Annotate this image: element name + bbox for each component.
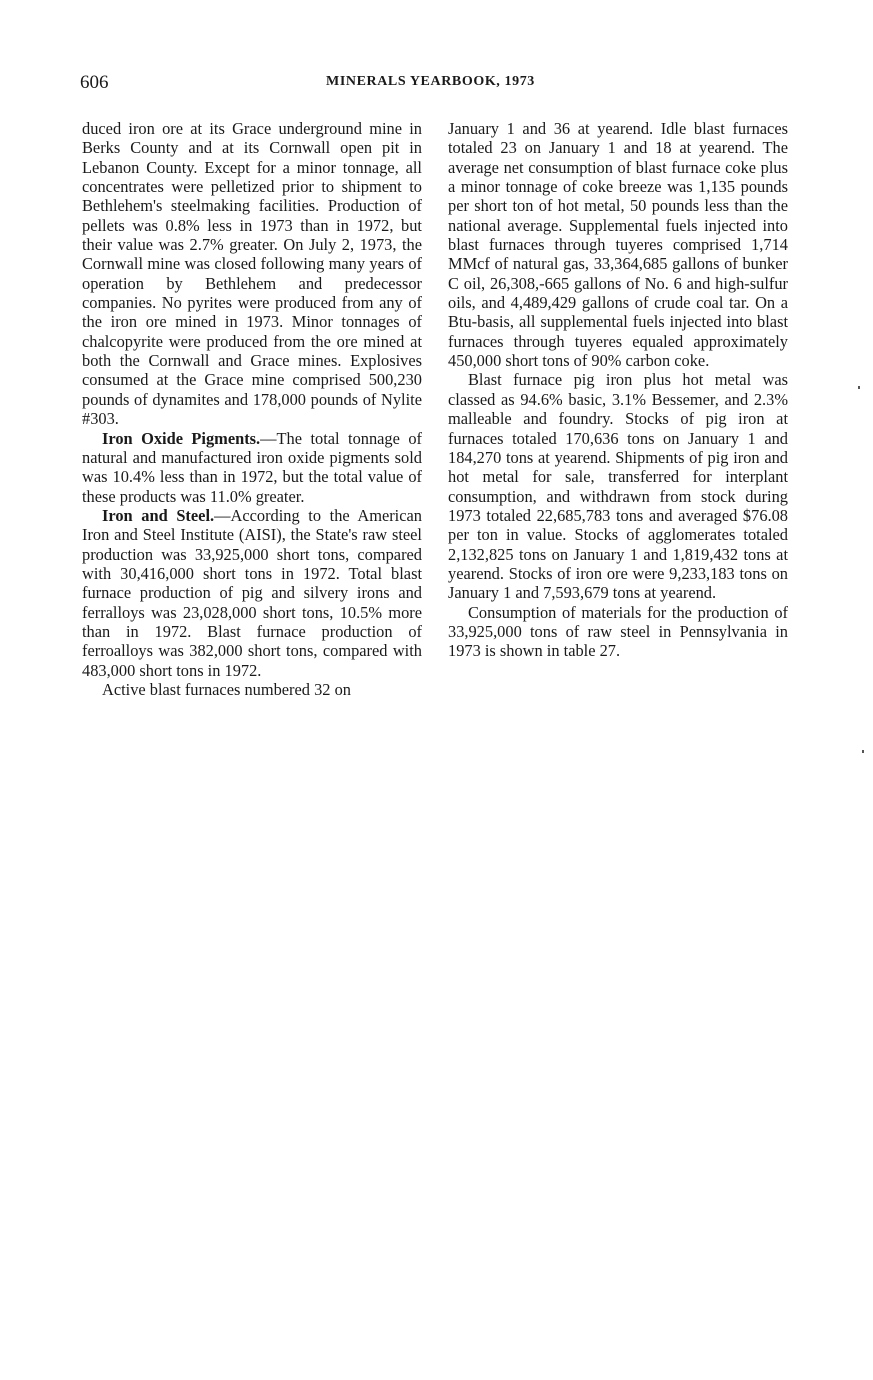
section-heading-iron-oxide-pigments: Iron Oxide Pigments. [102, 428, 261, 448]
page-header [80, 72, 790, 98]
left-column [82, 119, 422, 699]
right-column [448, 119, 788, 661]
paragraph-active-blast-furnaces: Active blast furnaces numbered 32 on [102, 679, 351, 699]
paragraph-iron-oxide-pigments [82, 429, 422, 506]
section-heading-iron-and-steel: Iron and Steel. [102, 505, 215, 525]
paragraph-iron-and-steel [82, 506, 422, 680]
scan-speck [858, 386, 860, 389]
iron-and-steel-text: —According to the American Iron and Steel Institute (AISI), the State's raw steel production was 33,925,000 short tons, compared with 30,416,000 short tons in 1972. Total blast furnace production of pig and silvery irons and ferralloys was 23,028,000 short tons, 10.5% more than in 1972. Blast furnace production of ferroalloys was 382,000 short tons, compared with 483,000 short tons in 1972. [82, 505, 422, 680]
running-head: MINERALS YEARBOOK, 1973 [326, 74, 535, 89]
paragraph-blast-furnace-fuels: January 1 and 36 at yearend. Idle blast furnaces totaled 23 on January 1 and 18 at yearend. The average net consumption of blast furnace coke plus a minor tonnage of coke breeze was 1,135 pounds per short ton of hot metal, 50 pounds less than the national average. Supplemental fuels injected into blast furnaces through tuyeres comprised 1,714 MMcf of natural gas, 33,364,685 gallons of bunker C oil, 26,308,-665 gallons of No. 6 and high-sulfur oils, and 4,489,429 gallons of crude coal tar. On a Btu-basis, all supplemental fuels injected into blast furnaces through tuyeres equaled approximately 450,000 short tons of 90% carbon coke. [448, 119, 788, 371]
paragraph-raw-steel-consumption: Consumption of materials for the production of 33,925,000 tons of raw steel in Pennsylvania in 1973 is shown in table 27. [448, 602, 788, 661]
scan-speck [862, 750, 864, 753]
iron-oxide-pigments-text: —The total tonnage of natural and manufactured iron oxide pigments sold was 10.4% less than in 1972, but the total value of these products was 11.0% greater. [82, 428, 422, 506]
paragraph-grace-cornwall-mines: duced iron ore at its Grace underground mine in Berks County and at its Cornwall open pit in Lebanon County. Except for a minor tonnage, all concentrates were pelletized prior to shipment to Bethlehem's steelmaking facilities. Production of pellets was 0.8% less in 1973 than in 1972, but their value was 2.7% greater. On July 2, 1973, the Cornwall mine was closed following many years of operation by Bethlehem and predecessor companies. No pyrites were produced from any of the iron ore mined in 1973. Minor tonnages of chalcopyrite were produced from the ore mined at both the Cornwall and Grace mines. Explosives consumed at the Grace mine comprised 500,230 pounds of dynamites and 178,000 pounds of Nylite #303. [82, 119, 422, 429]
paragraph-pig-iron-classes: Blast furnace pig iron plus hot metal was classed as 94.6% basic, 3.1% Bessemer, and 2.3% malleable and foundry. Stocks of pig iron at furnaces totaled 170,636 tons on January 1 and 184,270 tons at yearend. Shipments of pig iron and hot metal for sale, transferred for interplant consumption, and withdrawn from stock during 1973 totaled 22,685,783 tons and averaged $76.08 per ton in value. Stocks of agglomerates totaled 2,132,825 tons on January 1 and 1,819,432 tons at yearend. Stocks of iron ore were 9,233,183 tons on January 1 and 7,593,679 tons at yearend. [448, 370, 788, 603]
page-number: 606 [80, 72, 109, 93]
